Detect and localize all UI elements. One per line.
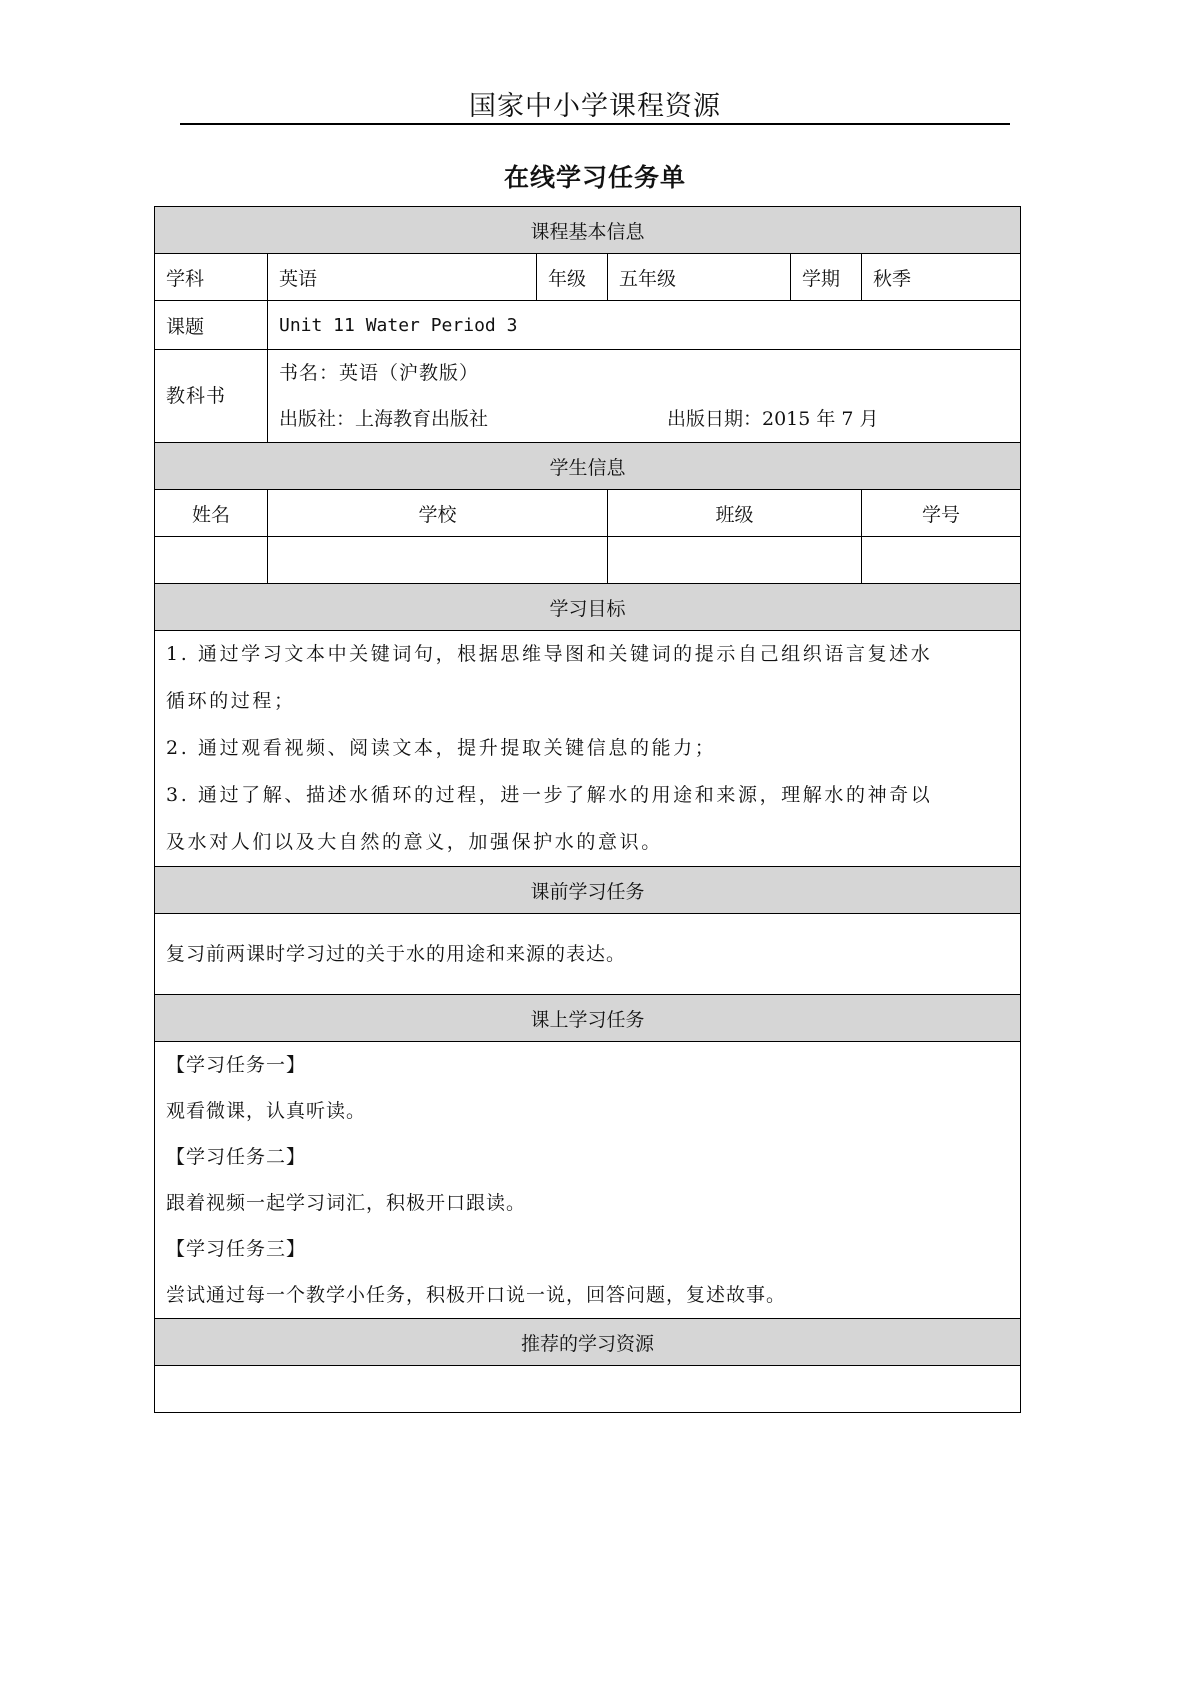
grade-label: 年级	[537, 254, 608, 301]
learning-goals-body	[155, 631, 1021, 867]
textbook-label	[155, 350, 268, 443]
task-1-text: 观看微课，认真听读。	[166, 1100, 367, 1122]
textbook-label-text: 教科书	[166, 385, 227, 407]
pre-class-text: 复习前两课时学习过的关于水的用途和来源的表达。	[166, 943, 627, 965]
section-learning-goals: 学习目标	[155, 584, 1021, 631]
publisher: 出版社：上海教育出版社	[279, 408, 489, 430]
section-course-info: 课程基本信息	[155, 207, 1021, 254]
section-in-class-tasks: 课上学习任务	[155, 995, 1021, 1042]
student-name-field[interactable]	[155, 537, 268, 584]
task-sheet-table	[154, 206, 1021, 1413]
student-id-field[interactable]	[862, 537, 1021, 584]
task-1-title: 【学习任务一】	[166, 1054, 307, 1076]
section-student-info: 学生信息	[155, 443, 1021, 490]
section-recommended-resources: 推荐的学习资源	[155, 1319, 1021, 1366]
section-pre-class-tasks: 课前学习任务	[155, 867, 1021, 914]
recommended-resources-body	[155, 1366, 1021, 1413]
task-2-text: 跟着视频一起学习词汇，积极开口跟读。	[166, 1192, 527, 1214]
task-3-text: 尝试通过每一个教学小任务，积极开口说一说，回答问题，复述故事。	[166, 1284, 787, 1306]
student-class-field[interactable]	[608, 537, 862, 584]
student-school-label: 学校	[268, 490, 608, 537]
student-class-label: 班级	[608, 490, 862, 537]
subject-value: 英语	[268, 254, 537, 301]
book-name: 书名：英语（沪教版）	[279, 362, 480, 384]
subject-label: 学科	[155, 254, 268, 301]
student-school-field[interactable]	[268, 537, 608, 584]
student-name-label: 姓名	[155, 490, 268, 537]
document-title: 在线学习任务单	[503, 163, 686, 192]
topic-label: 课题	[155, 301, 268, 350]
task-2-title: 【学习任务二】	[166, 1146, 307, 1168]
in-class-body	[155, 1042, 1021, 1319]
goal-line: 及水对人们以及大自然的意义，加强保护水的意识。	[166, 831, 663, 853]
site-header-title: 国家中小学课程资源	[469, 91, 721, 122]
grade-value: 五年级	[608, 254, 791, 301]
goal-line: 3. 通过了解、描述水循环的过程，进一步了解水的用途和来源，理解水的神奇以	[166, 784, 933, 806]
student-id-label: 学号	[862, 490, 1021, 537]
goal-line: 循环的过程；	[166, 690, 296, 712]
publish-date: 出版日期：2015 年 7 月	[667, 408, 879, 430]
pre-class-body	[155, 914, 1021, 995]
header-divider	[180, 123, 1010, 125]
term-value: 秋季	[862, 254, 1021, 301]
term-label: 学期	[791, 254, 862, 301]
task-3-title: 【学习任务三】	[166, 1238, 307, 1260]
goal-line: 2. 通过观看视频、阅读文本，提升提取关键信息的能力；	[166, 737, 717, 759]
goal-line: 1. 通过学习文本中关键词句，根据思维导图和关键词的提示自己组织语言复述水	[166, 643, 933, 665]
textbook-info	[268, 350, 1021, 443]
topic-value: Unit 11 Water Period 3	[268, 301, 1021, 350]
